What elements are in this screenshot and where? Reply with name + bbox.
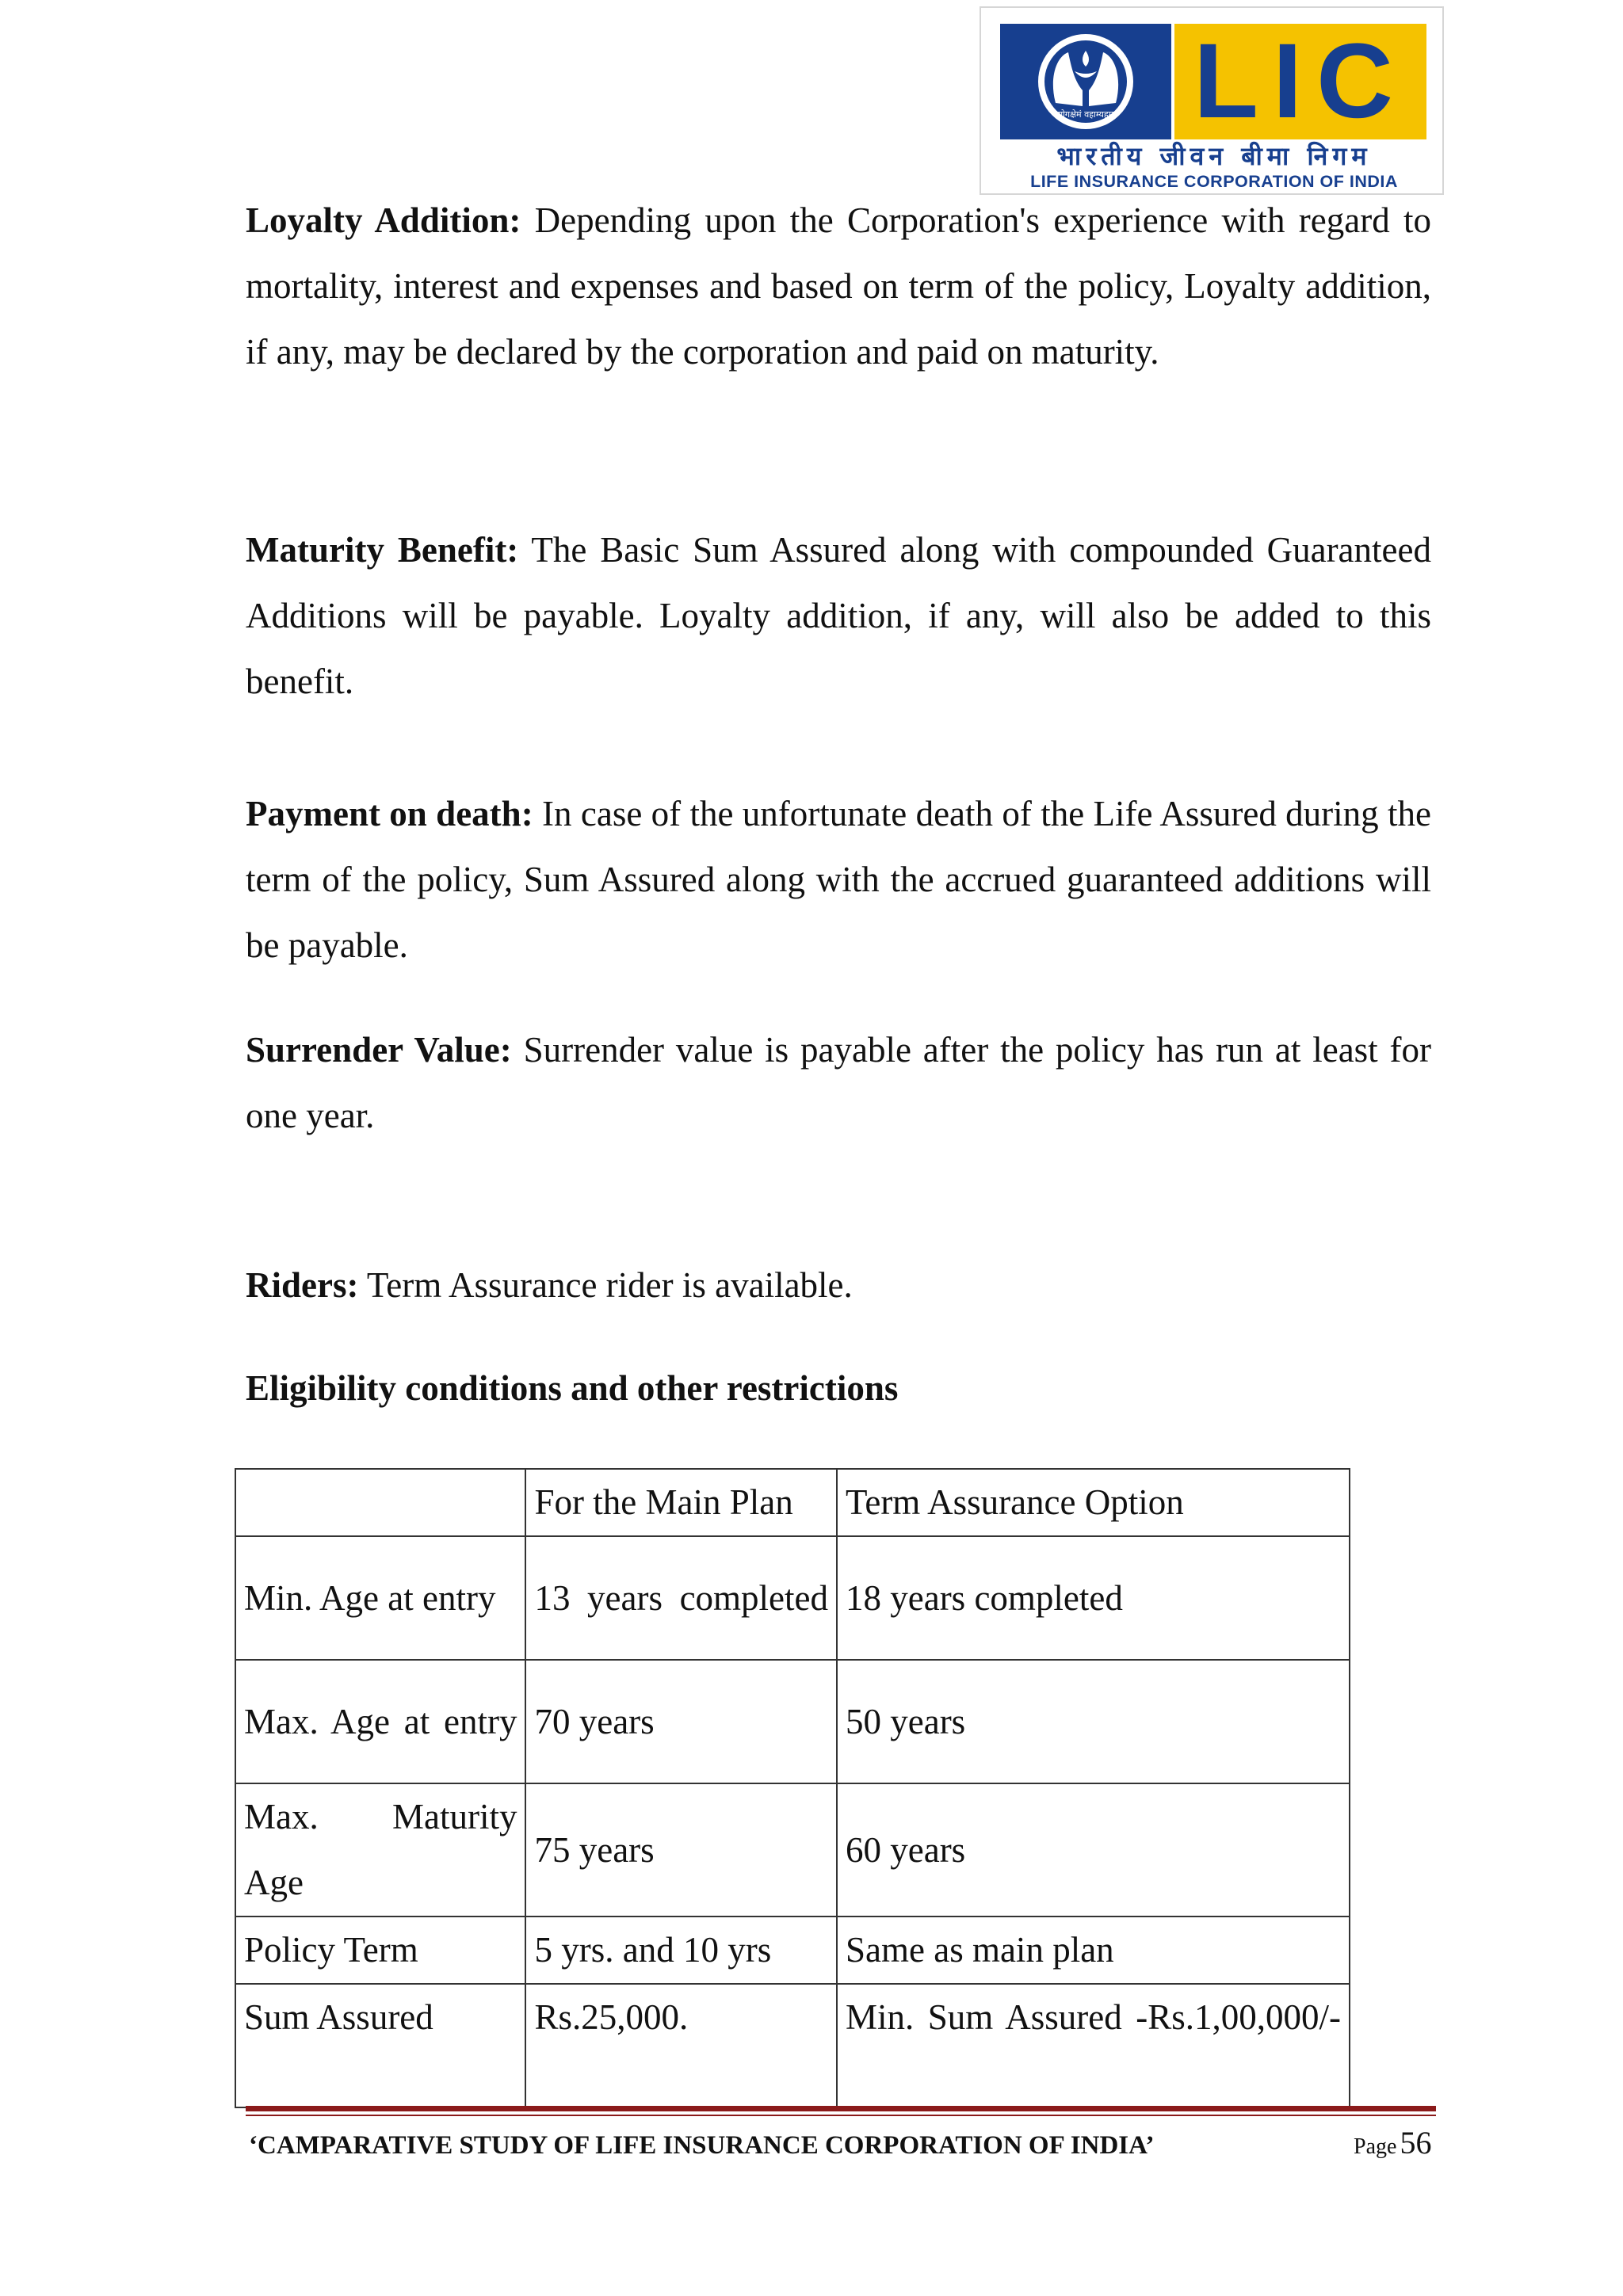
- surrender-value-paragraph: [246, 1016, 1431, 1149]
- main-plan-cell: 70 years: [525, 1660, 837, 1783]
- footer-title: ‘CAMPARATIVE STUDY OF LIFE INSURANCE CORPORATION OF INDIA’: [249, 2131, 1155, 2160]
- main-plan-cell: 13 years completed: [525, 1536, 837, 1660]
- lic-english-name: LIFE INSURANCE CORPORATION OF INDIA: [1030, 172, 1398, 191]
- maturity-benefit-text: The Basic Sum Assured along with compounded Guaranteed Additions will be payable. Loyalty addition, if any, will also be added to this benefit.: [246, 530, 1431, 701]
- table-row: [235, 1536, 1350, 1660]
- surrender-value-label: Surrender Value:: [246, 1030, 512, 1070]
- main-plan-cell: 75 years: [525, 1783, 837, 1917]
- term-option-cell: 60 years: [837, 1783, 1350, 1917]
- riders-label: Riders:: [246, 1265, 359, 1305]
- payment-on-death-text: In case of the unfortunate death of the Life Assured during the term of the policy, Sum Assured along with the accrued guaranteed additions will be payable.: [246, 794, 1431, 965]
- payment-on-death-paragraph: [246, 780, 1431, 978]
- footer-rule-thin: [246, 2115, 1436, 2116]
- term-option-cell: Min. Sum Assured -Rs.1,00,000/-: [837, 1984, 1350, 2107]
- payment-on-death-label: Payment on death:: [246, 794, 533, 833]
- loyalty-addition-text: Depending upon the Corporation's experience with regard to mortality, interest and expenses and based on term of the policy, Loyalty addition, if any, may be declared by the corporation and paid on maturity.: [246, 200, 1432, 372]
- riders-paragraph: [246, 1253, 1431, 1318]
- eligibility-heading: Eligibility conditions and other restrictions: [246, 1368, 899, 1408]
- table-header-row: [235, 1469, 1350, 1536]
- surrender-value-text: Surrender value is payable after the policy has run at least for one year.: [246, 1030, 1432, 1135]
- lic-emblem-icon: [1000, 24, 1171, 139]
- table-header-cell: [235, 1469, 525, 1536]
- main-plan-cell: 5 yrs. and 10 yrs: [525, 1917, 837, 1984]
- table-row: [235, 1660, 1350, 1783]
- row-label-cell: Sum Assured: [235, 1984, 525, 2107]
- table-row: [235, 1783, 1350, 1917]
- maturity-benefit-label: Maturity Benefit:: [246, 530, 519, 570]
- table-header-cell: For the Main Plan: [525, 1469, 837, 1536]
- table-row: [235, 1984, 1350, 2107]
- page-label: Page: [1354, 2134, 1397, 2159]
- page-number-value: 56: [1400, 2125, 1432, 2161]
- lic-logo: [980, 6, 1444, 195]
- loyalty-addition-label: Loyalty Addition:: [246, 200, 521, 240]
- row-label-cell: Max. Maturity Age: [235, 1783, 525, 1917]
- lic-letters-panel: [1174, 24, 1426, 139]
- term-option-cell: 18 years completed: [837, 1536, 1350, 1660]
- emblem-motto: योगक्षेमं वहाम्यहम्: [1057, 109, 1114, 120]
- loyalty-addition-paragraph: [246, 187, 1431, 385]
- maturity-benefit-paragraph: [246, 517, 1431, 715]
- row-label-cell: Policy Term: [235, 1917, 525, 1984]
- eligibility-table: [235, 1468, 1350, 2108]
- term-option-cell: 50 years: [837, 1660, 1350, 1783]
- row-label-cell: Max. Age at entry: [235, 1660, 525, 1783]
- lic-hindi-name: भारतीय जीवन बीमा निगम: [1056, 141, 1372, 171]
- footer-rule: [246, 2106, 1436, 2111]
- riders-text: Term Assurance rider is available.: [358, 1265, 853, 1305]
- page-number: [1354, 2123, 1431, 2170]
- table-row: [235, 1917, 1350, 1984]
- main-plan-cell: Rs.25,000.: [525, 1984, 837, 2107]
- lic-letters: LIC: [1193, 22, 1407, 140]
- table-header-cell: Term Assurance Option: [837, 1469, 1350, 1536]
- row-label-cell: Min. Age at entry: [235, 1536, 525, 1660]
- term-option-cell: Same as main plan: [837, 1917, 1350, 1984]
